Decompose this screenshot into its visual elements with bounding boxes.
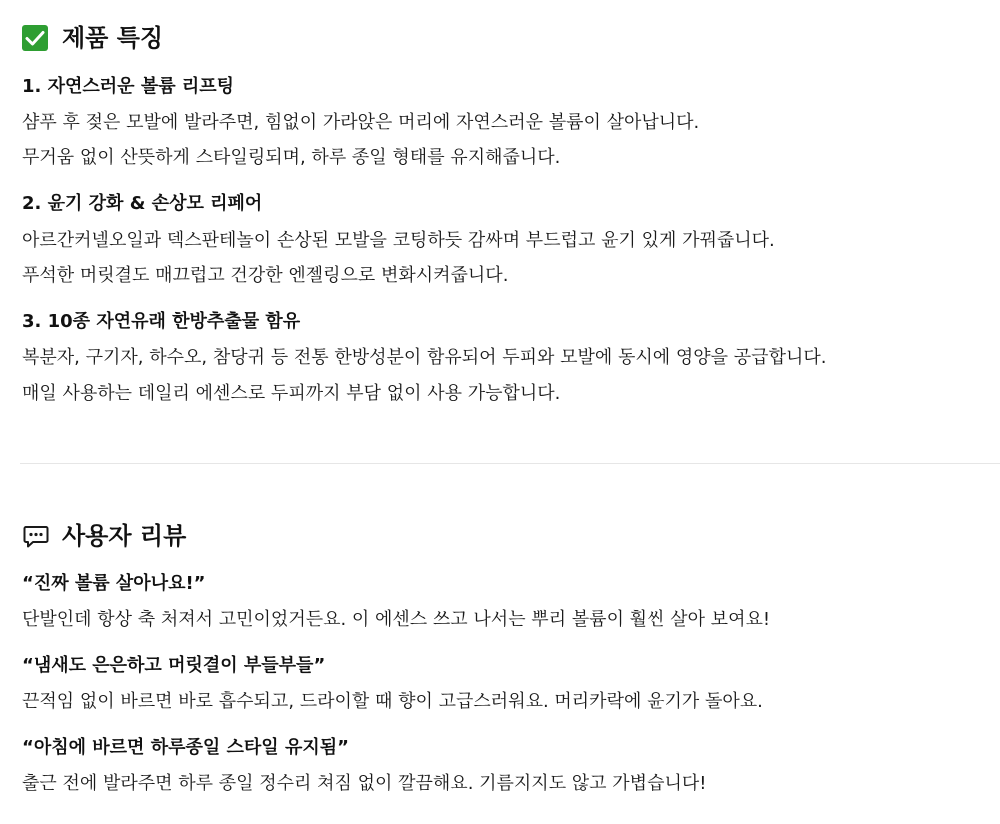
review-3-text: 출근 전에 발라주면 하루 종일 정수리 쳐짐 없이 깔끔해요. 기름지지도 않고 가볍습니다! xyxy=(22,773,707,794)
feature-1-line-2: 무거움 없이 산뜻하게 스타일링되며, 하루 종일 형태를 유지해줍니다. xyxy=(22,147,561,168)
feature-3-line-2: 매일 사용하는 데일리 에센스로 두피까지 부담 없이 사용 가능합니다. xyxy=(22,383,561,404)
review-1-text: 단발인데 항상 축 처져서 고민이었거든요. 이 에센스 쓰고 나서는 뿌리 볼륨이 훨씬 살아 보여요! xyxy=(22,609,771,630)
feature-1-title: 1. 자연스러운 볼륨 리프팅 xyxy=(22,76,235,97)
section-divider xyxy=(20,463,1000,464)
reviews-title: 사용자 리뷰 xyxy=(62,522,187,550)
review-2-text: 끈적임 없이 바르면 바로 흡수되고, 드라이할 때 향이 고급스러워요. 머리카락에 윤기가 돌아요. xyxy=(22,691,763,712)
features-heading xyxy=(22,22,163,54)
feature-3-title: 3. 10종 자연유래 한방추출물 함유 xyxy=(22,311,301,332)
feature-2-title: 2. 윤기 강화 & 손상모 리페어 xyxy=(22,193,263,214)
review-3-title: “아침에 바르면 하루종일 스타일 유지됨” xyxy=(22,737,349,758)
reviews-heading xyxy=(22,520,186,552)
feature-3-line-1: 복분자, 구기자, 하수오, 참당귀 등 전통 한방성분이 함유되어 두피와 모발에 동시에 영양을 공급합니다. xyxy=(22,347,827,368)
speech-bubble-icon xyxy=(22,522,50,550)
feature-2-line-1: 아르간커넬오일과 덱스판테놀이 손상된 모발을 코팅하듯 감싸며 부드럽고 윤기 있게 가꿔줍니다. xyxy=(22,230,775,251)
check-mark-icon xyxy=(22,25,48,51)
feature-1-line-1: 샴푸 후 젖은 모발에 발라주면, 힘없이 가라앉은 머리에 자연스러운 볼륨이 살아납니다. xyxy=(22,112,700,133)
features-title: 제품 특징 xyxy=(62,24,164,52)
review-2-title: “냄새도 은은하고 머릿결이 부들부들” xyxy=(22,655,326,676)
feature-2-line-2: 푸석한 머릿결도 매끄럽고 건강한 엔젤링으로 변화시켜줍니다. xyxy=(22,265,509,286)
review-1-title: “진짜 볼륨 살아나요!” xyxy=(22,573,206,594)
